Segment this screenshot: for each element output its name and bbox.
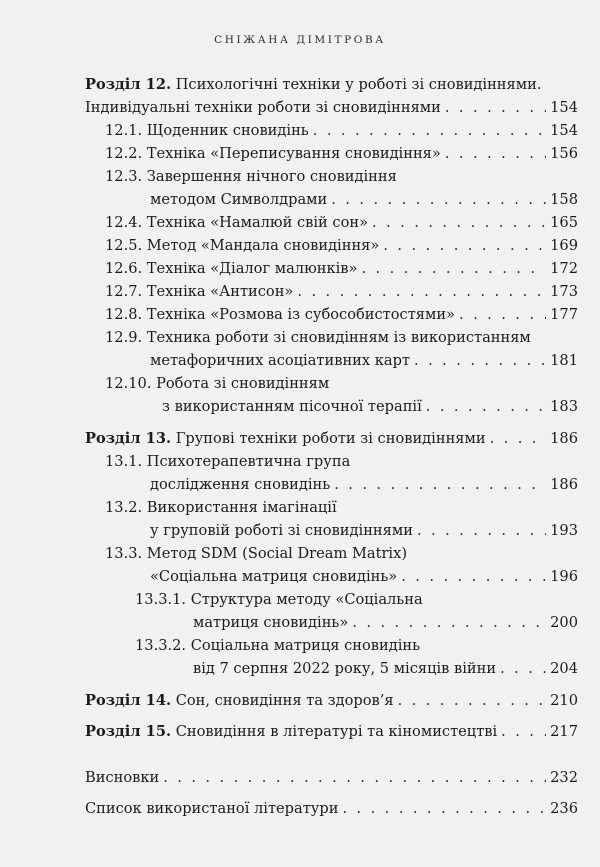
chapter-title: Сновидіння в літературі та кіномистецтві [175, 723, 498, 740]
dot-leader [372, 212, 546, 234]
item-number: 12.9. [105, 329, 143, 346]
item-title: Техніка «Переписування сновидіння» [146, 145, 441, 162]
dot-leader [361, 258, 546, 280]
toc-subitem-13-3-1-first-line [135, 589, 423, 611]
item-title: Структура методу «Соціальна [190, 591, 423, 608]
dot-leader [163, 767, 546, 789]
chapter-title: Групові техніки роботи зі сновидіннями [175, 430, 486, 447]
item-title: Використання імагінації [146, 499, 337, 516]
item-title: Техніка «Намалюй свій сон» [146, 214, 369, 231]
toc-item-12-2 [105, 143, 578, 165]
page-number: 156 [550, 145, 578, 162]
toc-item-12-7 [105, 281, 578, 303]
chapter-label: Розділ 15. [85, 723, 172, 740]
item-title: Соціальна матриця сновидінь [190, 637, 421, 654]
toc-item-13-2 [150, 520, 578, 542]
item-title: Техника роботи зі сновидінням із використанням [146, 329, 531, 346]
item-number: 12.6. [105, 260, 143, 277]
dot-leader [459, 304, 546, 326]
dot-leader [342, 798, 546, 820]
page-number: 193 [550, 522, 578, 539]
dot-leader [501, 721, 546, 743]
page-number: 177 [550, 306, 578, 323]
toc-item-13-2-first-line [105, 497, 337, 519]
dot-leader [383, 235, 546, 257]
dot-leader [313, 120, 546, 142]
page-number: 186 [550, 476, 578, 493]
page-number: 169 [550, 237, 578, 254]
dot-leader [426, 396, 546, 418]
toc-chapter-14 [85, 690, 578, 712]
dot-leader [417, 520, 546, 542]
page-number: 181 [550, 352, 578, 369]
toc-conclusions [85, 767, 578, 789]
toc-item-12-10-first-line [105, 373, 329, 395]
chapter-title: Психологічні техніки у роботі зі сновидіннями. [175, 76, 542, 93]
dot-leader [334, 474, 546, 496]
toc-item-13-3 [150, 566, 578, 588]
toc-chapter-12 [85, 97, 578, 119]
page-number: 232 [550, 769, 578, 786]
page-number: 210 [550, 692, 578, 709]
item-number: 12.1. [105, 122, 143, 139]
toc-item-12-4 [105, 212, 578, 234]
page-number: 172 [550, 260, 578, 277]
item-title: Психотерапевтична група [146, 453, 351, 470]
dot-leader [500, 658, 546, 680]
toc-item-13-3-first-line [105, 543, 407, 565]
page-number: 183 [550, 398, 578, 415]
page-number: 154 [550, 122, 578, 139]
page-number: 217 [550, 723, 578, 740]
item-title: Техніка «Розмова із субособистостями» [146, 306, 455, 323]
dot-leader [445, 97, 546, 119]
item-title: Щоденник сновидінь [146, 122, 309, 139]
page-number: 186 [550, 430, 578, 447]
toc-chapter-15 [85, 721, 578, 743]
dot-leader [414, 350, 546, 372]
page-number: 200 [550, 614, 578, 631]
item-number: 12.2. [105, 145, 143, 162]
item-title: Завершення нічного сновидіння [146, 168, 397, 185]
toc-item-12-3-first-line [105, 166, 397, 188]
item-number: 12.7. [105, 283, 143, 300]
toc-item-12-5 [105, 235, 578, 257]
toc-item-12-9 [150, 350, 578, 372]
item-title-cont: від 7 серпня 2022 року, 5 місяців війни [193, 660, 497, 677]
item-title-cont: у груповій роботі зі сновидіннями [150, 522, 413, 539]
dot-leader [331, 189, 546, 211]
item-number: 13.3.1. [135, 591, 187, 608]
item-title-cont: методом Символдрами [150, 191, 328, 208]
page-number: 173 [550, 283, 578, 300]
dot-leader [445, 143, 546, 165]
page-number: 196 [550, 568, 578, 585]
chapter-label: Розділ 14. [85, 692, 172, 709]
section-title: Список використаної літератури [85, 800, 339, 817]
toc-item-12-6 [105, 258, 578, 280]
item-title: Метод SDM (Social Dream Matrix) [146, 545, 408, 562]
item-title-cont: з використанням пісочної терапії [162, 398, 422, 415]
dot-leader [398, 690, 547, 712]
dot-leader [401, 566, 546, 588]
toc-references [85, 798, 578, 820]
item-number: 12.4. [105, 214, 143, 231]
running-header: СНІЖАНА ДІМІТРОВА [214, 34, 386, 46]
page-number: 154 [550, 99, 578, 116]
item-number: 12.8. [105, 306, 143, 323]
item-title: Техніка «Діалог малюнків» [146, 260, 358, 277]
chapter-title: Сон, сновидіння та здоров’я [175, 692, 394, 709]
item-number: 13.1. [105, 453, 143, 470]
toc-item-12-8 [105, 304, 578, 326]
dot-leader [352, 612, 546, 634]
page-number: 165 [550, 214, 578, 231]
item-title-cont: дослідження сновидінь [150, 476, 331, 493]
item-title: Робота зі сновидінням [156, 375, 330, 392]
toc-item-12-1 [105, 120, 578, 142]
toc-subitem-13-3-2-first-line [135, 635, 420, 657]
page-number: 158 [550, 191, 578, 208]
page-number: 236 [550, 800, 578, 817]
dot-leader [490, 428, 547, 450]
toc-subitem-13-3-1 [193, 612, 578, 634]
chapter-label: Розділ 12. [85, 76, 172, 93]
toc-item-12-3 [150, 189, 578, 211]
toc-chapter-12-first-line [85, 74, 541, 96]
item-number: 13.2. [105, 499, 143, 516]
item-title: Метод «Мандала сновидіння» [146, 237, 380, 254]
toc-item-12-10 [162, 396, 578, 418]
item-number: 12.5. [105, 237, 143, 254]
toc-chapter-13 [85, 428, 578, 450]
chapter-label: Розділ 13. [85, 430, 172, 447]
toc-item-13-1 [150, 474, 578, 496]
item-number: 12.3. [105, 168, 143, 185]
item-title-cont: «Соціальна матриця сновидінь» [150, 568, 398, 585]
page-number: 204 [550, 660, 578, 677]
item-title-cont: матриця сновидінь» [193, 614, 349, 631]
section-title: Висновки [85, 769, 160, 786]
item-title-cont: метафоричних асоціативних карт [150, 352, 411, 369]
item-title: Техніка «Антисон» [146, 283, 294, 300]
dot-leader [297, 281, 546, 303]
toc-item-13-1-first-line [105, 451, 350, 473]
toc-item-12-9-first-line [105, 327, 531, 349]
item-number: 13.3. [105, 545, 143, 562]
item-number: 12.10. [105, 375, 152, 392]
toc-subitem-13-3-2 [193, 658, 578, 680]
chapter-title-cont: Індивідуальні техніки роботи зі сновидіннями [85, 99, 441, 116]
item-number: 13.3.2. [135, 637, 187, 654]
